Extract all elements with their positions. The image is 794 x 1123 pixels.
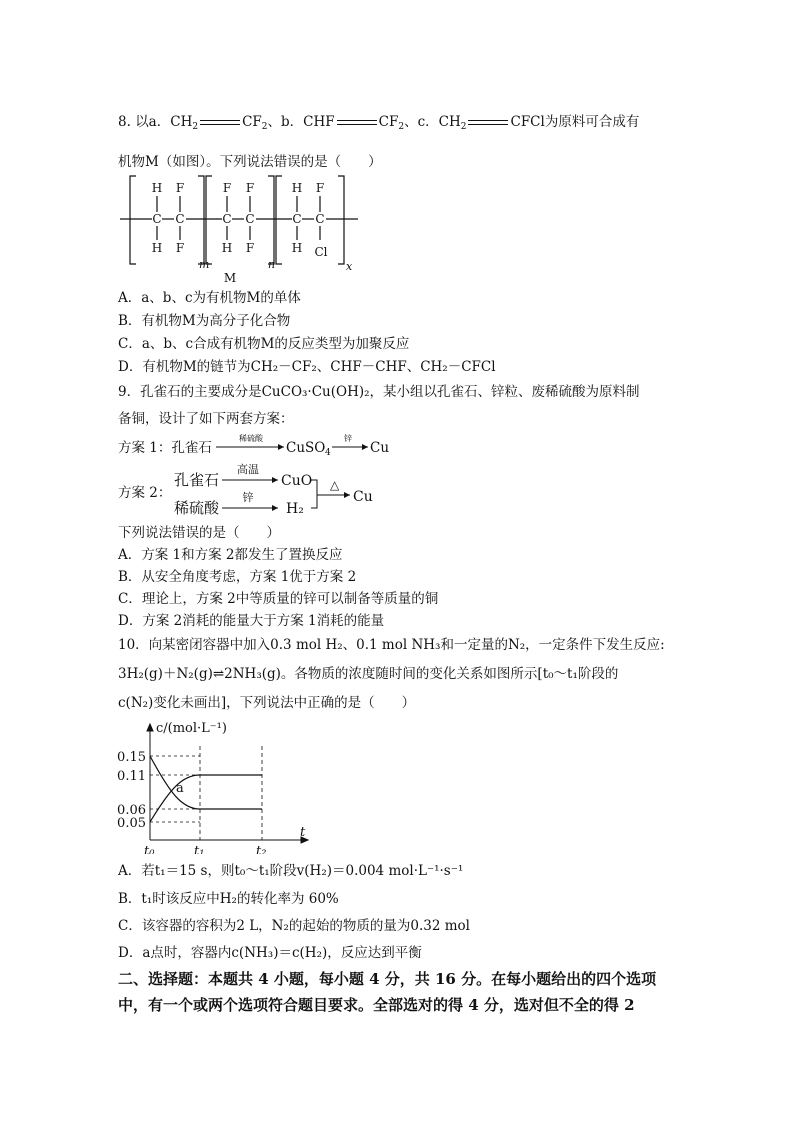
x-axis-label: t bbox=[300, 825, 306, 840]
q8-a-tail: 、b．CHF bbox=[267, 114, 335, 130]
x-tick-label: t₁ bbox=[194, 844, 205, 854]
x-tick-label: t₂ bbox=[256, 844, 267, 854]
q10-stem-line2: 3H₂(g)＋N₂(g)⇌2NH₃(g)。各物质的浓度随时间的变化关系如图所示[t₀～t₁阶段的 bbox=[118, 666, 619, 682]
q8-number: 8. bbox=[118, 114, 131, 130]
scheme1-mid: CuSO bbox=[286, 440, 326, 456]
double-bond-icon bbox=[337, 118, 377, 128]
scheme2-label: 方案 2： bbox=[118, 485, 172, 501]
section2-heading-line2: 中，有一个或两个选项符合题目要求。全部选对的得 4 分，选对但不全的得 2 bbox=[118, 996, 635, 1014]
q8-option-a: A．a、b、c为有机物M的单体 bbox=[118, 290, 301, 306]
svg-text:Cl: Cl bbox=[314, 245, 328, 259]
concentration-chart bbox=[112, 716, 312, 854]
svg-text:H: H bbox=[291, 241, 303, 255]
q8-option-c: C．a、b、c合成有机物M的反应类型为加聚反应 bbox=[118, 336, 410, 352]
y-tick-label: 0.05 bbox=[117, 816, 146, 831]
scheme2-cond2: 锌 bbox=[242, 491, 254, 504]
arrow-icon bbox=[362, 444, 368, 450]
svg-text:F: F bbox=[245, 181, 255, 195]
scheme1-reagent2: 锌 bbox=[344, 434, 352, 443]
q10-option-d: D．a点时，容器内c(NH₃)＝c(H₂)，反应达到平衡 bbox=[118, 945, 422, 961]
svg-text:H: H bbox=[291, 181, 303, 195]
q9-option-d: D．方案 2消耗的能量大于方案 1消耗的能量 bbox=[118, 613, 385, 629]
q8-b-tail: 、c．CH bbox=[404, 114, 461, 130]
svg-text:H: H bbox=[151, 181, 163, 195]
scheme2-start1: 孔雀石 bbox=[174, 471, 220, 489]
heat-symbol: △ bbox=[330, 478, 340, 492]
scheme2-prod2: H₂ bbox=[286, 501, 304, 517]
scheme1-reagent1: 稀硫酸 bbox=[239, 434, 263, 443]
q8-option-b: B．有机物M为高分子化合物 bbox=[118, 313, 291, 329]
svg-text:F: F bbox=[175, 241, 185, 255]
scheme2-cond1: 高温 bbox=[237, 463, 259, 476]
polymer-structure-m bbox=[118, 172, 368, 284]
subscript-n: n bbox=[268, 258, 276, 271]
q9-ask: 下列说法错误的是（ ） bbox=[118, 525, 280, 541]
svg-text:C: C bbox=[245, 212, 255, 226]
arrow-icon bbox=[272, 505, 278, 511]
scheme1-label: 方案 1：孔雀石 bbox=[118, 440, 212, 456]
arrow-icon bbox=[272, 477, 278, 483]
scheme1-diagram bbox=[118, 433, 408, 459]
y-tick-label: 0.06 bbox=[117, 803, 146, 818]
q8-c-tail: 为原料可合成有 bbox=[544, 114, 640, 130]
q9-option-a: A．方案 1和方案 2都发生了置换反应 bbox=[118, 547, 343, 563]
arrow-icon bbox=[344, 492, 350, 498]
q10-stem-line3: c(N₂)变化未画出]，下列说法中正确的是（ ） bbox=[118, 695, 416, 711]
structure-label-m: M bbox=[223, 271, 237, 284]
q9-option-c: C．理论上，方案 2中等质量的锌可以制备等质量的铜 bbox=[118, 591, 439, 607]
svg-text:C: C bbox=[222, 212, 232, 226]
y-tick-label: 0.15 bbox=[117, 750, 146, 765]
y-tick-label: 0.11 bbox=[117, 769, 146, 784]
svg-text:C: C bbox=[292, 212, 302, 226]
q9-option-b: B．从安全角度考虑，方案 1优于方案 2 bbox=[118, 569, 357, 585]
double-bond-icon bbox=[200, 118, 240, 128]
svg-text:F: F bbox=[315, 181, 325, 195]
y-axis-label: c/(mol·L⁻¹) bbox=[156, 721, 227, 736]
q10-option-b: B．t₁时该反应中H₂的转化率为 60% bbox=[118, 891, 339, 907]
scheme1-mid-sub: 4 bbox=[325, 448, 331, 458]
subscript-m: m bbox=[199, 258, 210, 271]
q8-stem-line1: 8. 以a．$CH_2$ $CF_2$、b．CHF $CF_2$、c．$CH_2$ CFCl为原料可合成有 bbox=[118, 114, 640, 132]
subscript-x: x bbox=[346, 260, 353, 273]
q9-stem-line1: 9．孔雀石的主要成分是CuCO₃·Cu(OH)₂，某小组以孔雀石、锌粒、废稀硫酸为原料制 bbox=[118, 384, 640, 400]
q10-option-c: C．该容器的容积为2 L，N₂的起始的物质的量为0.32 mol bbox=[118, 918, 470, 934]
svg-text:C: C bbox=[152, 212, 162, 226]
double-bond-icon bbox=[468, 118, 508, 128]
scheme2-diagram bbox=[118, 461, 418, 523]
svg-text:C: C bbox=[175, 212, 185, 226]
scheme1-product: Cu bbox=[370, 440, 390, 456]
q8-option-d: D．有机物M的链节为CH₂－CF₂、CHF－CHF、CH₂－CFCl bbox=[118, 359, 496, 375]
series-line-h2 bbox=[150, 756, 262, 809]
x-tick-label: t₀ bbox=[144, 844, 155, 854]
q9-stem-line2: 备铜，设计了如下两套方案： bbox=[118, 411, 294, 427]
svg-text:C: C bbox=[315, 212, 325, 226]
q8-stem-line2: 机物M（如图）。下列说法错误的是（ ） bbox=[118, 154, 382, 170]
svg-text:F: F bbox=[175, 181, 185, 195]
series-line-nh3 bbox=[150, 775, 262, 822]
annotation-a: a bbox=[176, 781, 184, 796]
scheme2-prod1: CuO bbox=[281, 473, 313, 489]
y-axis-arrow-icon bbox=[147, 724, 153, 731]
section2-heading-line1: 二、选择题：本题共 4 小题，每小题 4 分，共 16 分。在每小题给出的四个选项 bbox=[118, 970, 657, 988]
scheme2-start2: 稀硫酸 bbox=[174, 499, 220, 517]
svg-text:H: H bbox=[151, 241, 163, 255]
scheme2-product: Cu bbox=[353, 489, 373, 505]
q10-option-a: A．若t₁＝15 s，则t₀～t₁阶段v(H₂)＝0.004 mol·L⁻¹·s⁻¹ bbox=[118, 863, 464, 879]
svg-text:F: F bbox=[222, 181, 232, 195]
q10-stem-line1: 10．向某密闭容器中加入0.3 mol H₂、0.1 mol NH₃和一定量的N₂，一定条件下发生反应: bbox=[118, 637, 665, 653]
arrow-icon bbox=[278, 444, 284, 450]
svg-text:H: H bbox=[221, 241, 233, 255]
q8-intro: 以a．CH bbox=[135, 114, 193, 130]
svg-text:F: F bbox=[245, 241, 255, 255]
